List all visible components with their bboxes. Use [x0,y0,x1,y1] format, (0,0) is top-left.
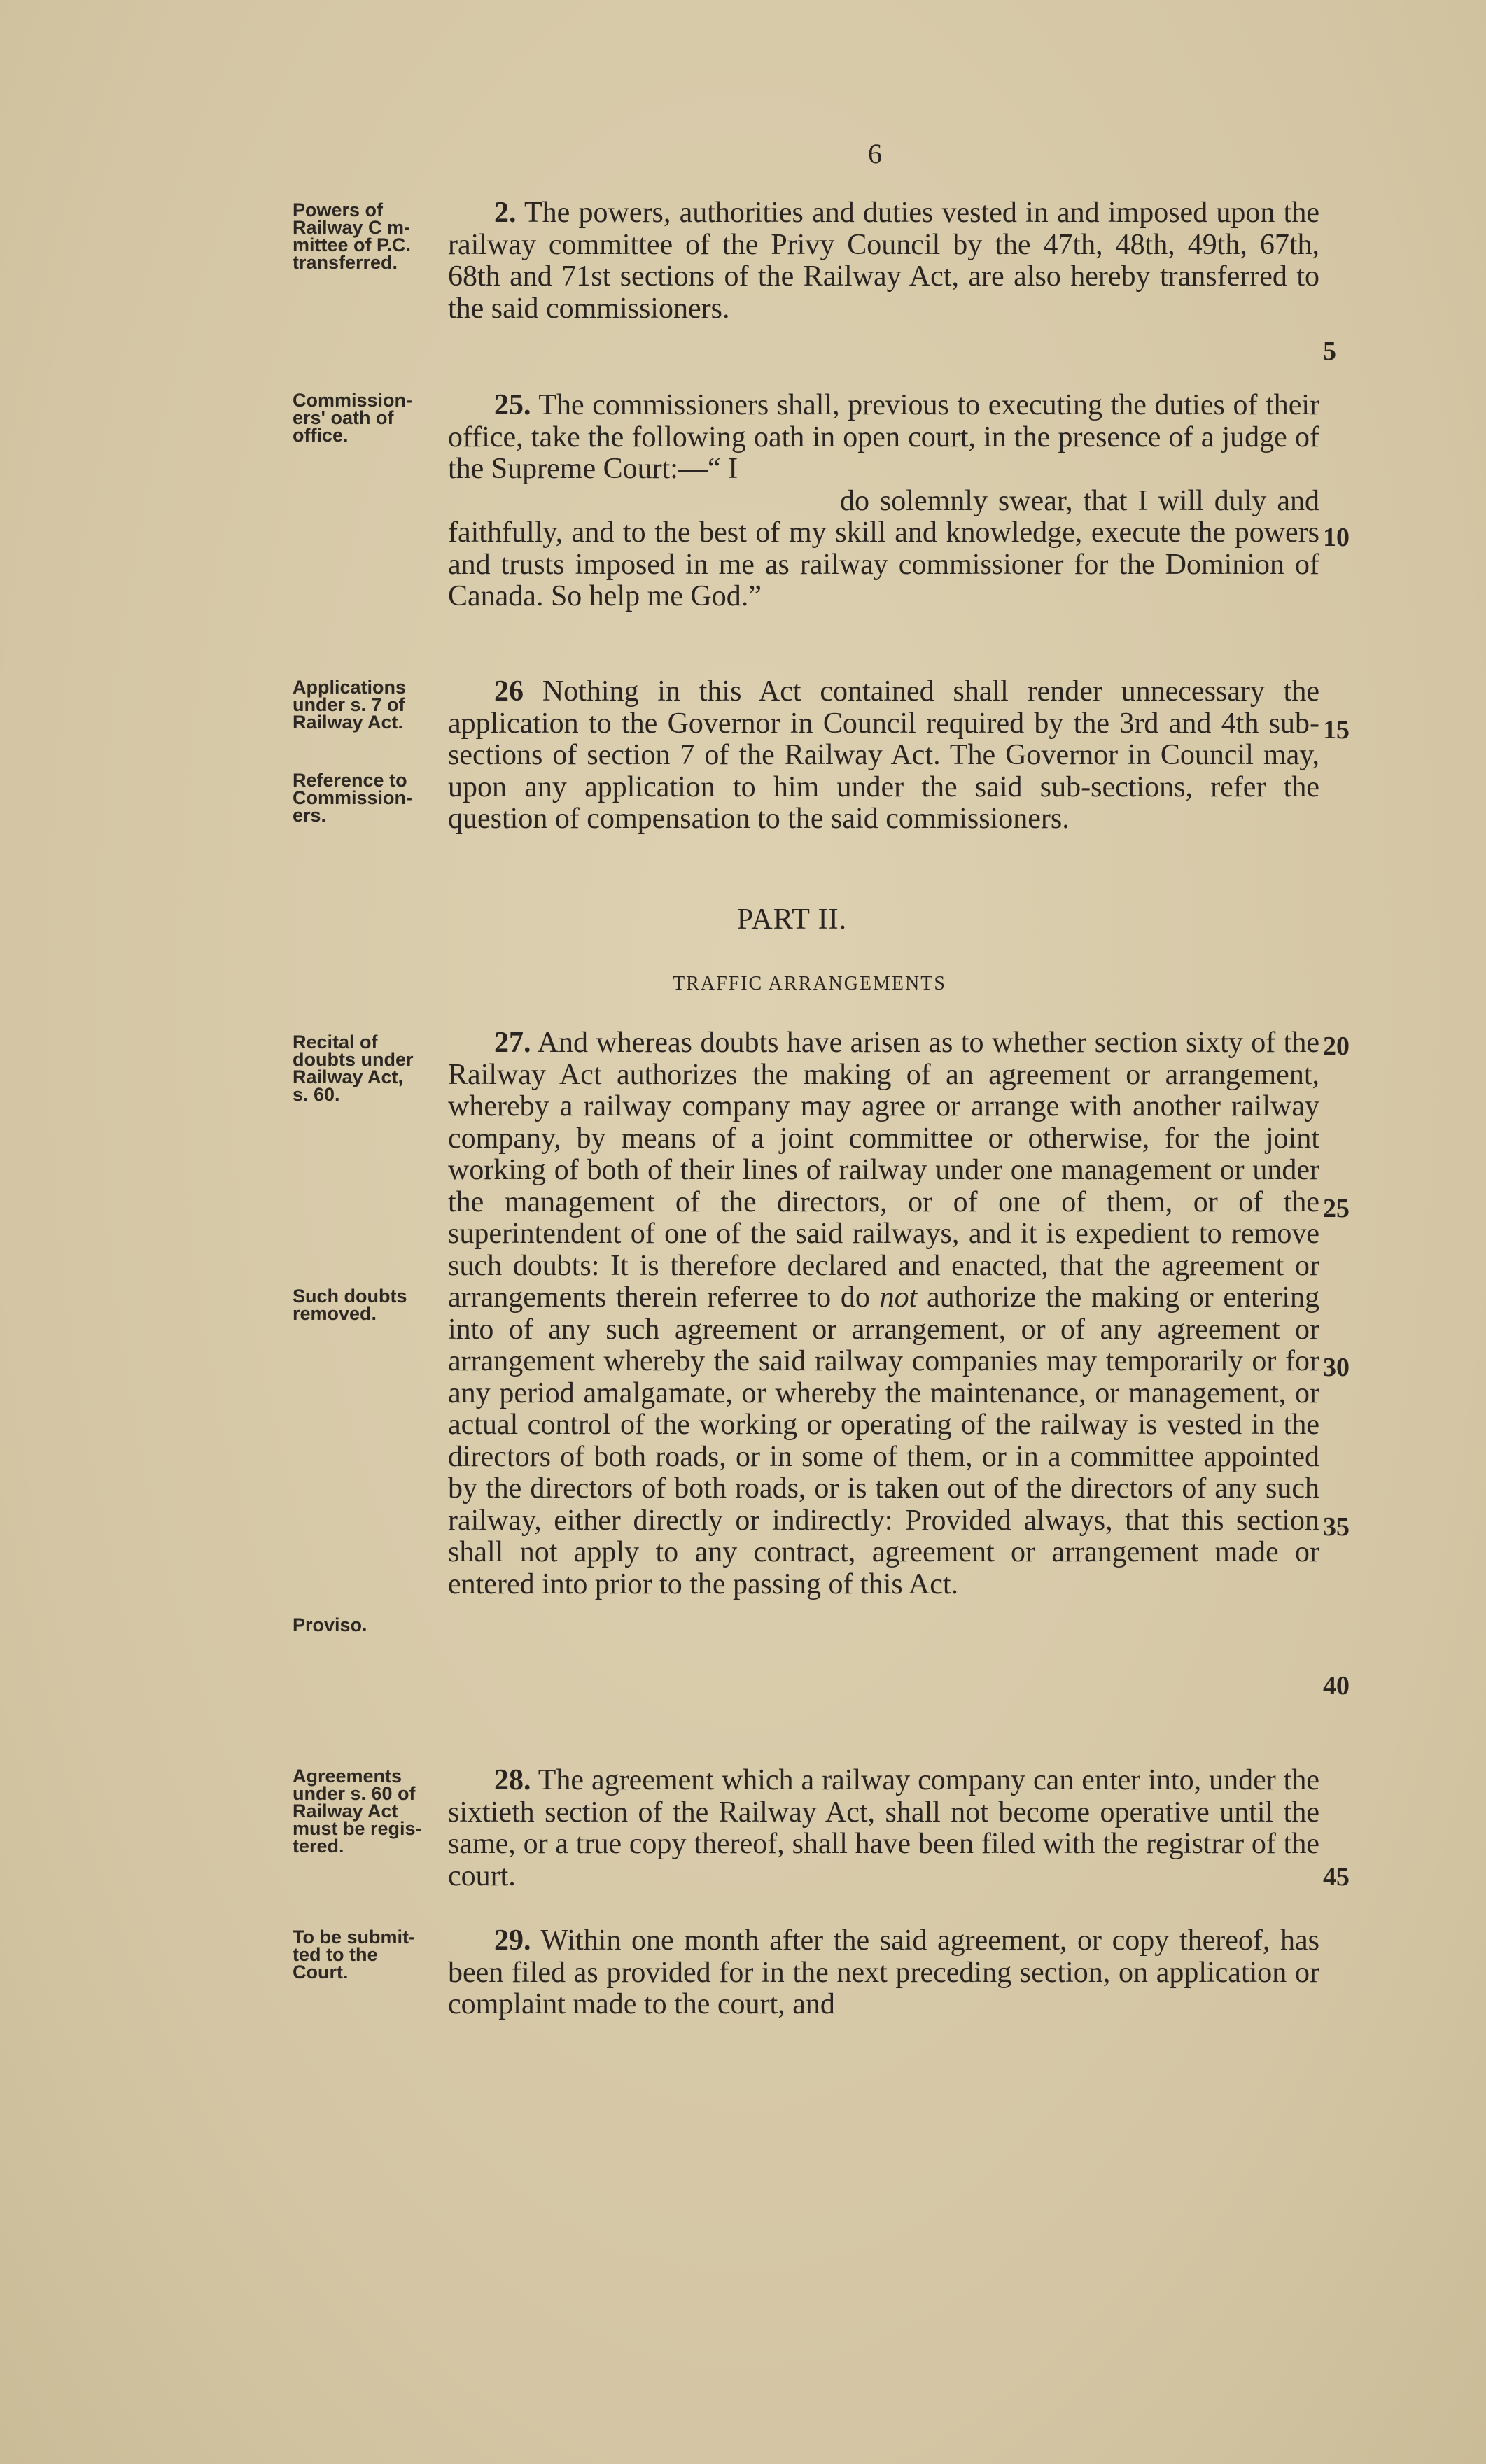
section-number: 26 [494,675,524,707]
line-number: 35 [1323,1512,1350,1542]
section-29-text [448,1925,1319,2021]
part-heading-text: PART II. [736,903,848,936]
section-body: And whereas doubts have arisen as to whether section sixty of the Railway Act authorizes the making of an agreement or arrangement, whereby a railway company may agree or arrange with another railway company, by means of a joint committee or otherwise, for the joint working of both of their lines of railway under one management or under the management of the directors, or of one of them, or of the superintendent of one of the said railways, and it is expedient to remove such doubts: It is therefore declared and enacted, that the agreement or arrangements therein referree to do [448,1027,1319,1314]
section-body: The agreement which a railway company can enter into, under the sixtieth section of the Railway Act, shall not become operative until the same, or a true copy thereof, shall have been filed with the registrar of the court. [448,1764,1319,1892]
section-body: The powers, authorities and duties vested in and imposed upon the railway committee of the Privy Council by the 47th, 48th, 49th, 67th, 68th and 71st sections of the Railway Act, are also hereby transferred to the said commissioners. [448,197,1319,325]
section-26-text [448,676,1319,836]
line-number: 30 [1323,1353,1350,1382]
margin-note-submitted: To be submit- ted to the Court. [293,1927,415,1983]
margin-note-agreements: Agreements under s. 60 of Railway Act must be regis- tered. [293,1766,422,1857]
margin-note-powers: Powers of Railway C m- mittee of P.C. transferred. [293,199,412,273]
part-heading [0,903,1486,936]
margin-note-applications: Applications under s. 7 of Railway Act. [293,677,407,733]
section-number: 2. [494,197,517,229]
section-title-text: TRAFFIC ARRANGEMENTS [673,973,946,994]
section-number: 29. [494,1924,531,1957]
margin-note-oath: Commission- ers' oath of office. [293,390,413,446]
line-number: 45 [1323,1862,1350,1892]
section-body-continued: authorize the making or entering into of any such agreement or arrangement, or of any agreement or arrangement whereby the said railway companies may temporarily or for any period amalgamate, or whereby the maintenance, or management, or actual control of the working or operating of the railway is vested in the directors of both roads, or in some of them, or in a committee appointed by the directors of both roads, or is taken out of the directors of any such railway, either directly or indirectly: Provided always, that this section shall not apply to any contract, agreement or arrangement made or entered into prior to the passing of this Act. [448,1281,1320,1600]
section-number: 25. [494,389,531,421]
margin-note-proviso: Proviso. [293,1614,367,1635]
section-number: 28. [494,1764,531,1796]
line-number: 10 [1323,523,1350,552]
line-number: 40 [1323,1671,1350,1701]
section-title [0,973,1486,995]
line-number: 5 [1323,337,1336,366]
margin-note-doubts-removed: Such doubts removed. [293,1286,407,1324]
emphasis-not: not [879,1281,918,1314]
section-27-text [448,1027,1319,1600]
page-number: 6 [868,138,882,169]
line-number: 25 [1323,1194,1350,1223]
section-body-continued: do solemnly swear, that I will duly and faithfully, and to the best of my skill and knowledge, execute the powers and trusts imposed in me as railway commissioner for the Dominion of Canada. So help me God.” [448,484,1319,612]
section-body: Within one month after the said agreement, or copy thereof, has been filed as provided for in the next preceding section, on application or complaint made to the court, and [448,1924,1319,2020]
line-number: 15 [1323,715,1350,745]
section-body: Nothing in this Act contained shall render unnecessary the application to the Governor in Council required by the 3rd and 4th sub-sections of section 7 of the Railway Act. The Governor in Council may, upon any application to him under the said sub-sections, refer the question of compensation to the said commissioners. [448,675,1319,835]
margin-note-reference: Reference to Commission- ers. [293,770,413,826]
line-number: 20 [1323,1032,1350,1061]
section-28-text [448,1765,1319,1892]
margin-note-recital: Recital of doubts under Railway Act, s. 60. [293,1032,414,1105]
section-body: The commissioners shall, previous to executing the duties of their office, take the following oath in open court, in the presence of a judge of the Supreme Court:—“ I [448,389,1319,485]
section-number: 27. [494,1027,531,1059]
section-25-text [448,390,1319,613]
section-2-text [448,197,1319,325]
